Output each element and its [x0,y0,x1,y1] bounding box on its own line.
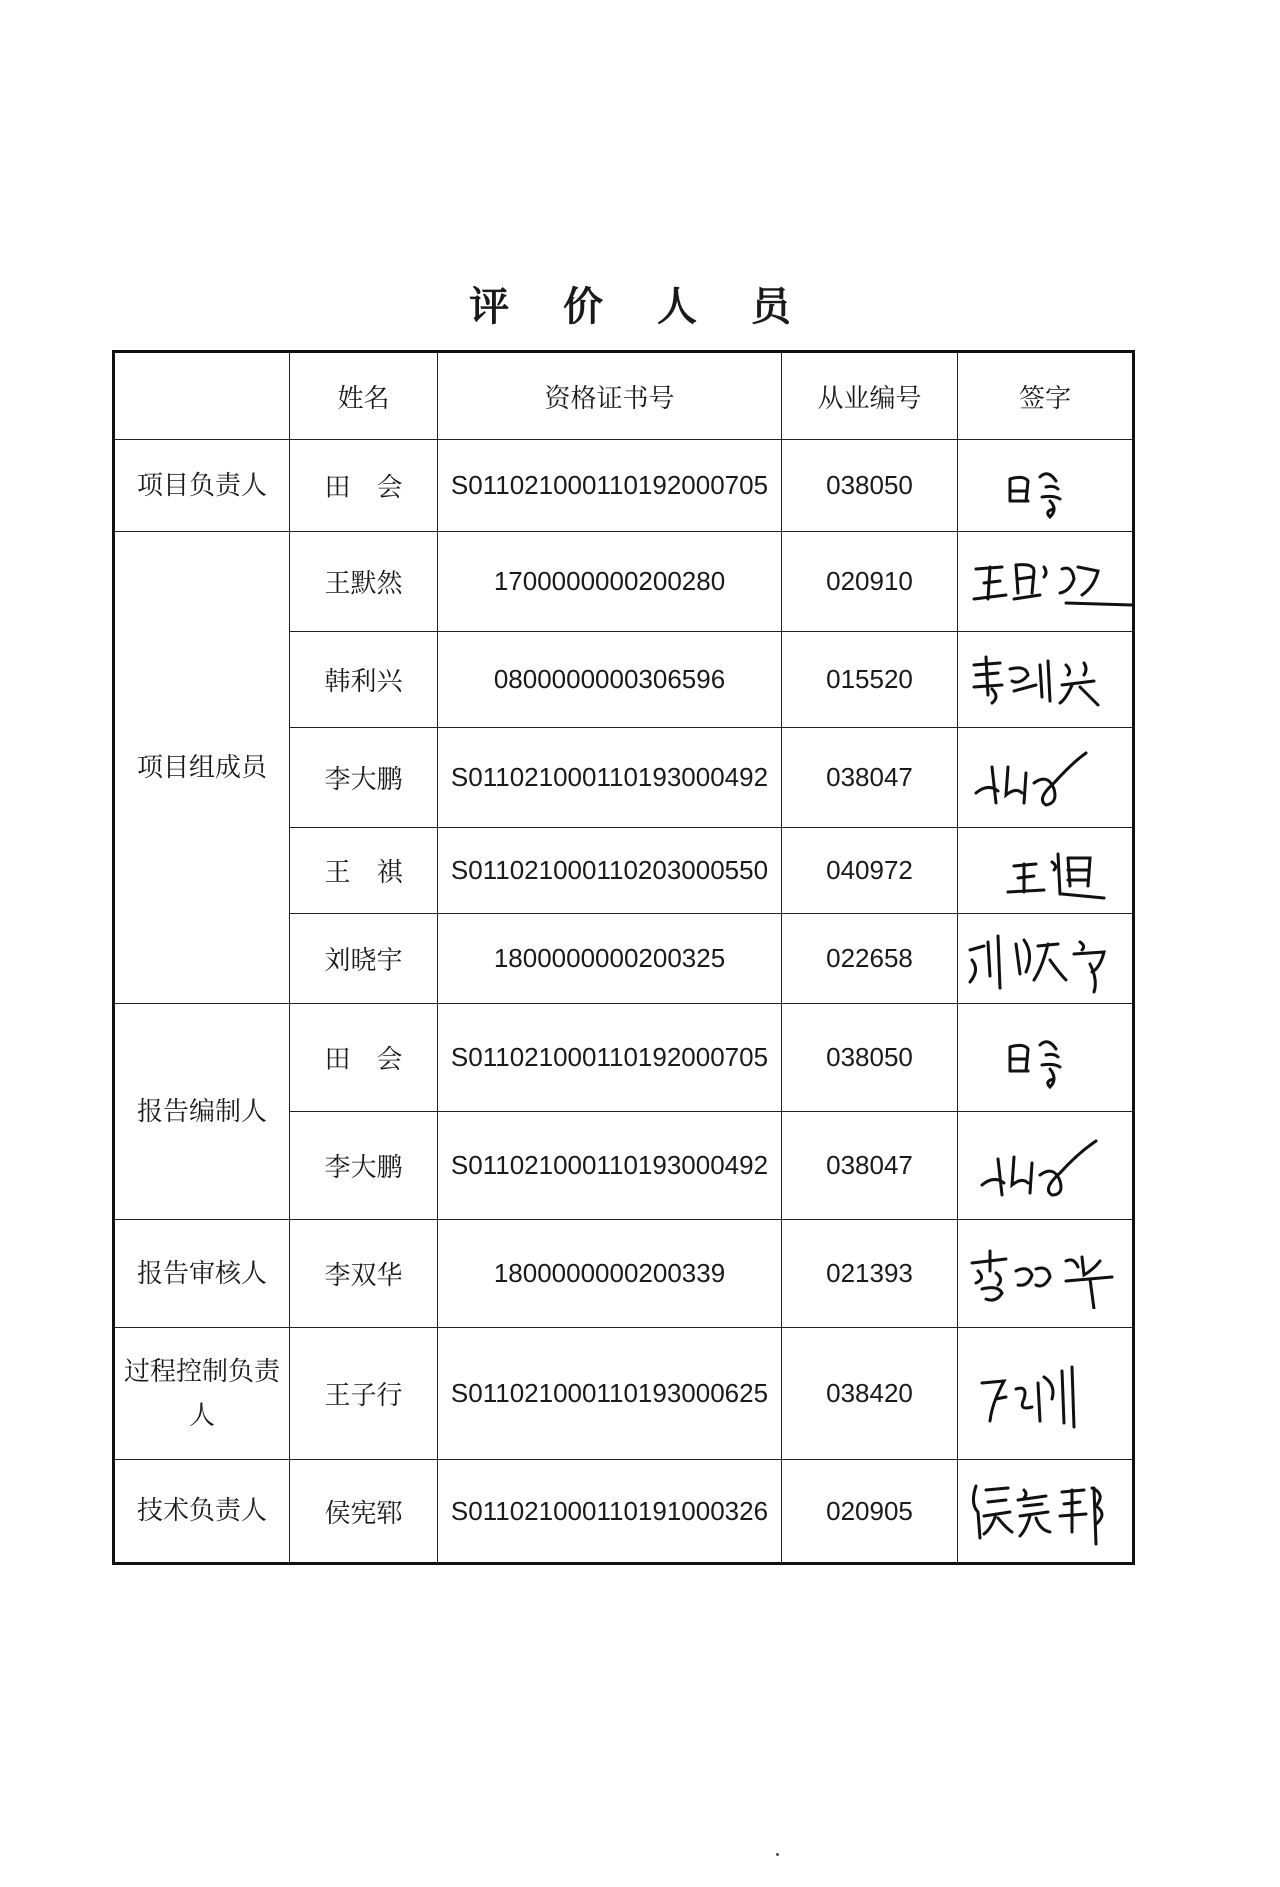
table-row [114,440,1134,532]
employee-number-cell: 038420 [782,1328,958,1460]
signature-image [962,1023,1138,1093]
table-row [114,1460,1134,1564]
page-title: 评 价 人 员 [469,283,811,330]
name-cell: 李大鹏 [290,728,438,828]
name-cell: 韩利兴 [290,632,438,728]
name-cell: 王 祺 [290,828,438,914]
cert-cell: S011021000110193000625 [438,1328,782,1460]
name-cell: 王子行 [290,1328,438,1460]
name-cell: 李大鹏 [290,1112,438,1220]
cert-cell: S011021000110193000492 [438,728,782,828]
role-report-preparer: 报告编制人 [114,1004,290,1220]
employee-number-cell: 038047 [782,728,958,828]
signature-image [962,836,1138,906]
signature-image [962,1359,1138,1429]
cert-cell: S011021000110192000705 [438,440,782,532]
signature-cell [958,440,1134,532]
role-process-control-lead: 过程控制负责人 [114,1328,290,1460]
signature-cell [958,632,1134,728]
signature-image [962,924,1138,994]
signature-image [962,645,1138,715]
name-cell: 王默然 [290,532,438,632]
table-row [114,532,1134,632]
signature-image [962,547,1138,617]
signature-image [962,451,1138,521]
signature-image [962,1131,1138,1201]
employee-number-cell: 020905 [782,1460,958,1564]
signature-cell [958,1460,1134,1564]
cert-cell: S011021000110191000326 [438,1460,782,1564]
header-role [114,352,290,440]
employee-number-cell: 022658 [782,914,958,1004]
employee-number-cell: 020910 [782,532,958,632]
signature-image [962,1476,1138,1546]
signature-cell [958,1112,1134,1220]
role-technical-lead: 技术负责人 [114,1460,290,1564]
cert-cell: 0800000000306596 [438,632,782,728]
scan-speck [776,1853,779,1856]
cert-cell: 1800000000200325 [438,914,782,1004]
signature-cell [958,1004,1134,1112]
signature-cell [958,828,1134,914]
signature-cell [958,914,1134,1004]
cert-cell: S011021000110203000550 [438,828,782,914]
employee-number-cell: 040972 [782,828,958,914]
signature-image [962,743,1138,813]
table-header-row [114,352,1134,440]
name-cell: 侯宪郓 [290,1460,438,1564]
cert-cell: 1700000000200280 [438,532,782,632]
header-sign: 签字 [958,352,1134,440]
header-cert: 资格证书号 [438,352,782,440]
table-row [114,1328,1134,1460]
signature-cell [958,1220,1134,1328]
role-report-reviewer: 报告审核人 [114,1220,290,1328]
name-cell: 刘晓宇 [290,914,438,1004]
table-row [114,1004,1134,1112]
employee-number-cell: 038050 [782,440,958,532]
evaluation-staff-table [112,350,1135,1565]
employee-number-cell: 021393 [782,1220,958,1328]
role-project-lead: 项目负责人 [114,440,290,532]
role-project-members: 项目组成员 [114,532,290,1004]
signature-cell [958,728,1134,828]
signature-cell [958,532,1134,632]
name-cell: 田 会 [290,1004,438,1112]
cert-cell: S011021000110192000705 [438,1004,782,1112]
signature-cell [958,1328,1134,1460]
header-name: 姓名 [290,352,438,440]
signature-image [962,1239,1138,1309]
table-row [114,1220,1134,1328]
employee-number-cell: 038050 [782,1004,958,1112]
cert-cell: S011021000110193000492 [438,1112,782,1220]
employee-number-cell: 015520 [782,632,958,728]
header-emp: 从业编号 [782,352,958,440]
cert-cell: 1800000000200339 [438,1220,782,1328]
name-cell: 李双华 [290,1220,438,1328]
employee-number-cell: 038047 [782,1112,958,1220]
name-cell: 田 会 [290,440,438,532]
